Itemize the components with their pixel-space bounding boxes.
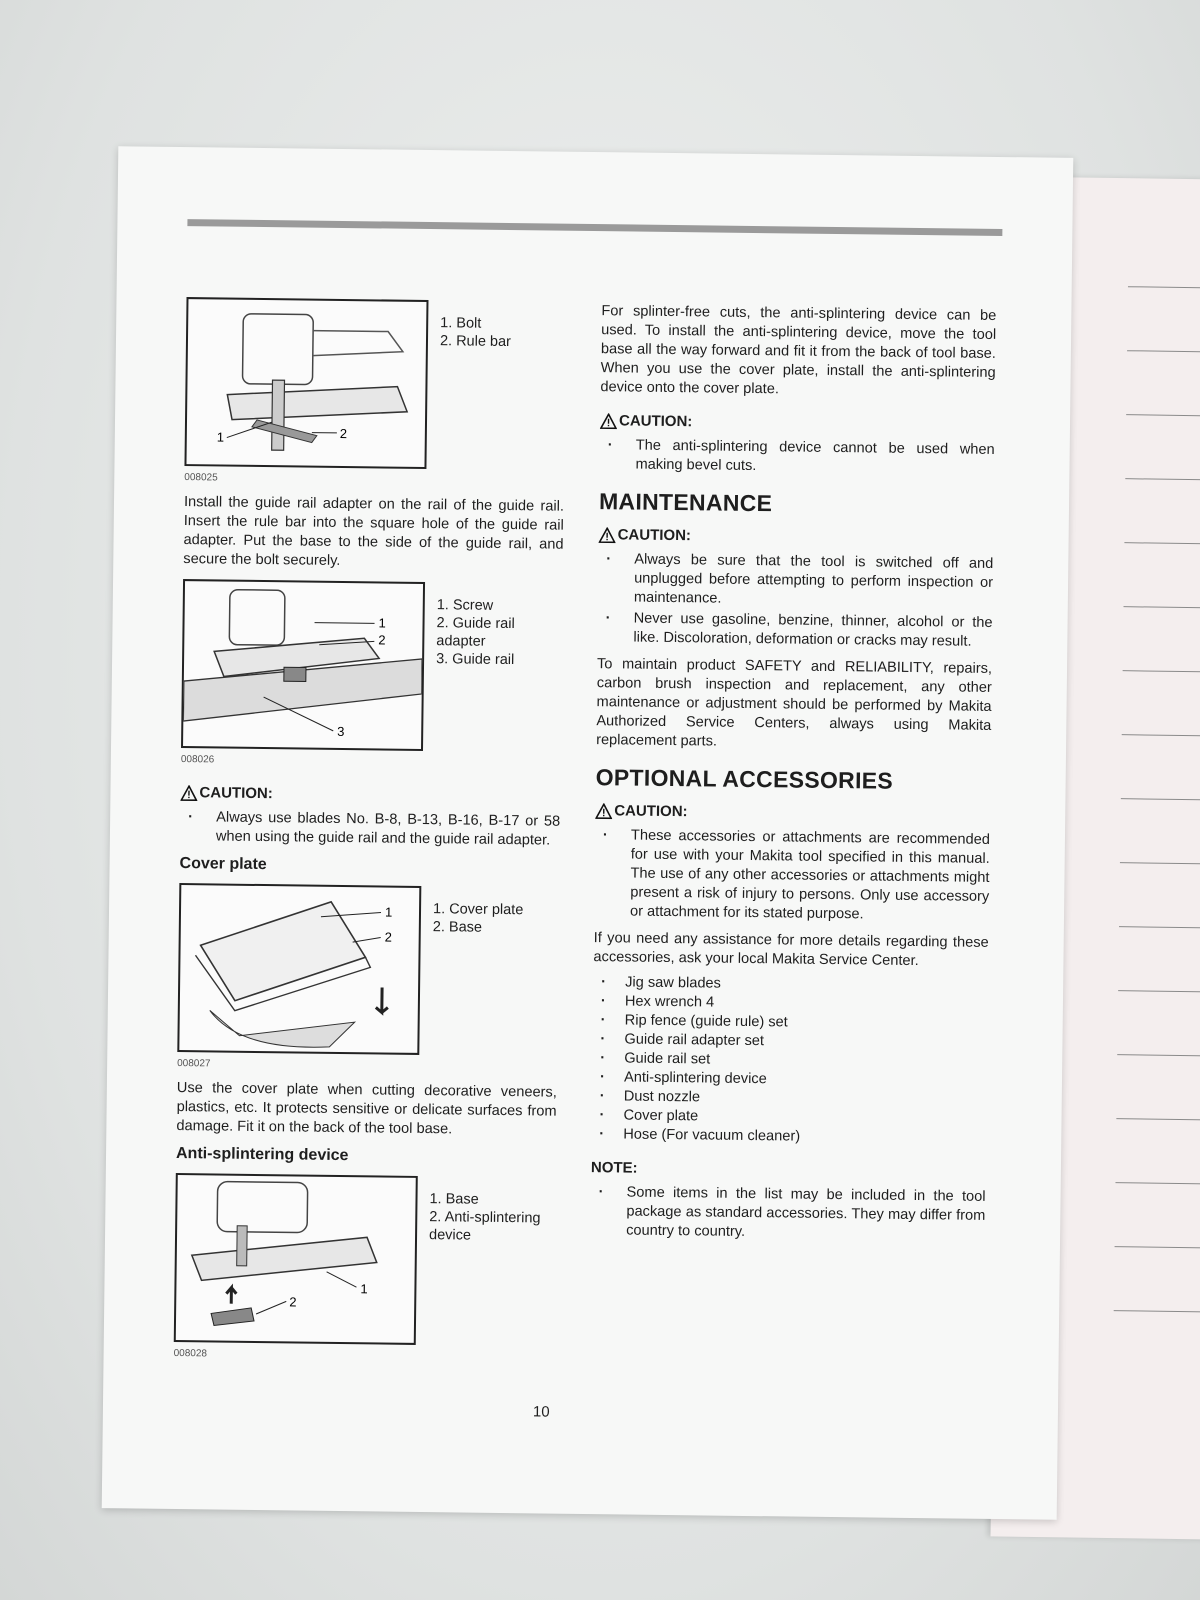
- figure-guide-rail: [181, 579, 563, 753]
- figure-code: 008026: [180, 754, 215, 766]
- list-item: · Rip fence (guide rule) set: [593, 1011, 988, 1035]
- legend-item: 2. Base: [432, 919, 483, 936]
- caution-heading: [599, 525, 994, 549]
- figure-guide-rail-adapter: [184, 297, 566, 471]
- legend-item: 1. Bolt: [440, 315, 482, 332]
- figure-code: 008027: [177, 1058, 211, 1070]
- list-item: · The anti-splintering device cannot be used when making bevel cuts.: [599, 436, 994, 479]
- cover-plate-paragraph: Use the cover plate when cutting decorative veneers, plastics, etc. It protects sensitive or delicate surfaces from damage. Fit it on the back of the tool base.: [176, 1080, 557, 1138]
- caution-list: [594, 826, 990, 926]
- anti-splinter-heading: Anti-splintering device: [175, 1144, 349, 1165]
- cover-plate-heading: Cover plate: [179, 855, 267, 874]
- callout-2: 2: [339, 425, 348, 442]
- accessories-heading: OPTIONAL ACCESSORIES: [595, 764, 894, 794]
- guide-rail-paragraph: Install the guide rail adapter on the rail of the guide rail. Insert the rule bar into the square hole of the guide rail adapter. Put the base to the side of the guide rail, and secure the bolt securely.: [183, 494, 565, 569]
- figure-code: 008025: [184, 472, 218, 484]
- warning-triangle-icon: [600, 413, 617, 429]
- callout-2: 2: [378, 632, 386, 648]
- legend-item: 1. Cover plate: [432, 901, 524, 919]
- list-item: · These accessories or attachments are recommended for use with your Makita tool specified in this manual. The use of any other accessories or attachments might present a risk of injury to persons. Only use accessory or attachment for its stated purpose.: [594, 826, 990, 926]
- warning-triangle-icon: [599, 527, 616, 543]
- list-item: · Some items in the list may be included in the tool package as standard accessories. They may differ from country to country.: [590, 1183, 986, 1245]
- splinter-paragraph: For splinter-free cuts, the anti-splintering device can be used. To install the anti-splintering device, move the tool base all the way forward and fit it from the back of tool base. When you use the cover plate, install the anti-splintering device onto the cover plate.: [600, 303, 997, 398]
- list-item: · Guide rail set: [592, 1049, 987, 1073]
- caution-label: CAUTION:: [614, 802, 688, 821]
- figure-legend: [440, 314, 511, 351]
- legend-item: 1. Screw: [436, 597, 494, 614]
- figure-image: [177, 883, 421, 1055]
- figure-image: [174, 1173, 418, 1345]
- caution-label: CAUTION:: [618, 412, 693, 431]
- figure-legend: [429, 1190, 556, 1246]
- caution-heading: [595, 801, 990, 825]
- list-item: · Anti-splintering device: [592, 1068, 987, 1092]
- figure-image: [184, 297, 428, 469]
- note-heading: NOTE:: [590, 1159, 638, 1177]
- right-column: [590, 302, 997, 1253]
- callout-1: 1: [216, 429, 225, 445]
- left-column: [173, 297, 566, 1374]
- figure-anti-splinter: [174, 1173, 556, 1347]
- legend-item: 3. Guide rail: [436, 651, 515, 669]
- list-item: · Jig saw blades: [593, 973, 988, 997]
- caution-heading: [180, 783, 560, 807]
- caution-label: CAUTION:: [617, 526, 692, 545]
- maintenance-heading: MAINTENANCE: [598, 488, 773, 517]
- figure-legend: [433, 900, 524, 937]
- callout-1: 1: [360, 1281, 368, 1297]
- list-item: · Cover plate: [591, 1106, 986, 1130]
- figure-legend: [436, 596, 563, 670]
- caution-label: CAUTION:: [199, 784, 273, 803]
- legend-item: 2. Rule bar: [439, 333, 512, 351]
- list-item: · Guide rail adapter set: [592, 1030, 987, 1054]
- warning-triangle-icon: [595, 803, 612, 819]
- list-item: · Always be sure that the tool is switched off and unplugged before attempting to perform inspection or maintenance.: [598, 550, 994, 612]
- warning-triangle-icon: [180, 785, 197, 801]
- caution-heading: [600, 411, 995, 435]
- list-item: · Hose (For vacuum cleaner): [591, 1125, 986, 1149]
- caution-list: [599, 436, 994, 479]
- callout-1: 1: [378, 615, 386, 631]
- legend-item: 2. Anti-splintering device: [428, 1209, 541, 1244]
- header-rule: [187, 219, 1002, 236]
- callout-2: 2: [384, 929, 393, 945]
- legend-item: 1. Base: [429, 1191, 479, 1208]
- assistance-paragraph: If you need any assistance for more details regarding these accessories, ask your local Makita Service Center.: [593, 930, 989, 970]
- manual-page: [102, 146, 1074, 1520]
- caution-list: [597, 550, 993, 652]
- maintenance-paragraph: To maintain product SAFETY and RELIABILITY, repairs, carbon brush inspection and replacement, any other maintenance or adjustment should be performed by Makita Authorized Service Centers, always using Makita replacement parts.: [596, 656, 993, 750]
- list-item: · Always use blades No. B-8, B-13, B-16, B-17 or 58 when using the guide rail and the guide rail adapter.: [180, 808, 560, 851]
- figure-image: [181, 579, 425, 751]
- legend-item: 2. Guide rail adapter: [436, 615, 515, 650]
- list-item: · Dust nozzle: [592, 1087, 987, 1111]
- note-list: [590, 1183, 986, 1245]
- callout-2: 2: [289, 1294, 297, 1310]
- accessories-list: [591, 973, 988, 1149]
- callout-1: 1: [384, 904, 393, 920]
- page-number: 10: [532, 1403, 550, 1421]
- callout-3: 3: [337, 723, 345, 740]
- list-item: · Never use gasoline, benzine, thinner, alcohol or the like. Discoloration, deformation or cracks may result.: [597, 609, 992, 652]
- caution-list: [180, 808, 560, 851]
- figure-code: 008028: [173, 1347, 208, 1360]
- list-item: · Hex wrench 4: [593, 992, 988, 1016]
- figure-cover-plate: [177, 883, 559, 1057]
